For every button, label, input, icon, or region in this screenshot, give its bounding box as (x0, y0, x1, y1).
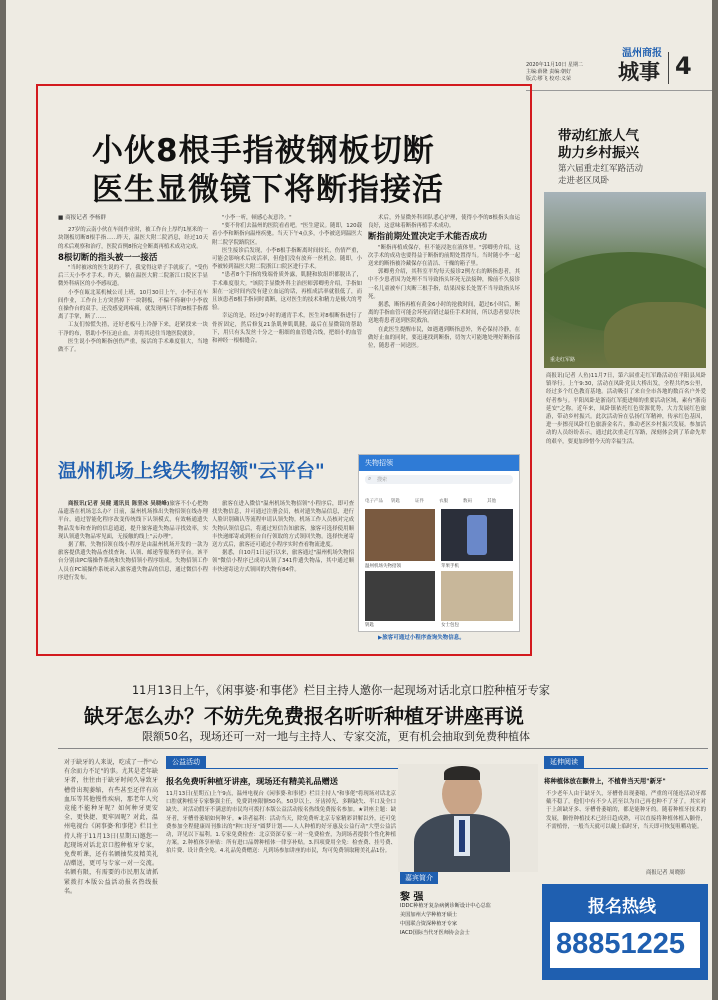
main-story-para: "要不你们去温州的医院看看吧。"医生建议。随即，120载着小李和断指向温州疾驰。当天下午4点多，小李被送到温医大附二院学院路院区。 (212, 223, 362, 246)
main-story-title-1: 小伙8根手指被钢板切断 (92, 133, 435, 169)
right-label-bar (544, 756, 708, 769)
main-story-para: 术后，外显微外科团队悉心护理，使得小李的8根指头血运良好，这意味着断指再植手术成功。 (368, 215, 520, 230)
app-category-item: 电子产品 (365, 499, 383, 504)
second-story-caption: 旅客可通过小程序查询失物信息。 (382, 635, 465, 641)
header-editor-line: 主编:薛隆 责编:朝好 (526, 69, 571, 75)
item-card-label: 女士包包 (441, 623, 459, 628)
event-subline: 限额50名，现场还可一对一地与主持人、专家交流，更有机会抽取到免费种植体 (142, 730, 530, 743)
event-headline: 缺牙怎么办？不妨先免费报名听听种植牙讲座再说 (84, 704, 524, 728)
right-subtitle-1: 第六届重走红军路活动 (558, 164, 644, 174)
main-story-para: 在此医生提醒市民，如遇遇到断指意外，务必保持冷静，在做好止血的同时，要迅速找到断指，切勿大可能地处理好断指部位，随患者一同送医。 (368, 326, 520, 350)
right-photo-caption: 重走红军路 (550, 357, 576, 363)
main-story-subhead-2: 断指前期处置决定手术能否成功 (368, 232, 488, 243)
right-bottom-headline: 将种植体放在颧骨上，不植骨当天用"新牙" (544, 777, 666, 785)
second-story-para: 据悉，自10月1日运行以来，旅客通过"温州机场失物招领"微信小程序已成功认领了341件遗失物品，其中通过顺丰快递寄送方式领回的失物有84件。 (212, 550, 354, 573)
search-icon: ⌕ (368, 475, 372, 482)
mid-body: 11月13日(星期五)上午9点，温州电视台《闲事婆·和事佬》栏目主持人"和事佬"将现场对话北京口腔就种植牙专家黎强主任，免费讲座限额50名。50岁以上、牙齿掉光、多颗缺失、半口及全口缺失、对活动假牙不满意的市民均可拨打本版公益活动报名热线免费报名参加。★讲座主题：缺牙者，牙槽骨萎缩如何种牙。★读者福利：活动当天，除免费听北京专家精彩讲解以外，还可免费参加全程健康周刊推出的"种口好牙"圆梦计划——人人种植的好牙惠及公益行动"大型公益活动，详见以下福利。1.专家免费检查：北京资深专家一对一免费检查，为到场者提供个性化种植方案。2.种植体享补贴：所有进口品牌种植体一律享补贴。3.四项费用全免：检查费、挂号费、拍片费、设计费全免。4.礼品免费赠送：凡到场参加讲座的市民，均可免费领取精美礼品1份。 (166, 791, 396, 855)
highlight-box (36, 84, 532, 656)
hotline-label: 报名热线 (588, 897, 656, 917)
expert-title: IDDC种植牙复杂病例诊断设计中心总监 (400, 903, 491, 909)
section-name: 城事 (618, 60, 660, 84)
main-story-para: "小李一听，顿感心灰意冷。" (222, 215, 292, 221)
newspaper-page (6, 0, 712, 1000)
page-header (506, 50, 712, 90)
main-story-para: "断指再植成保存，但不能浸泡在液体里。"郭卿勇介绍，这次手术的成功也要得益于断指的前期处置得当。当时随小李一起送来的断指被冷藏保存在清洁、干燥的箱子里。 (368, 244, 520, 268)
photo-caption: ▶旅客可通过小程序查询失物信息。 (378, 635, 465, 641)
expert-title: IACD国际当代牙医师协会会士 (400, 930, 470, 936)
right-headline-1: 带动红旅人气 (558, 128, 639, 144)
main-story-para: 医生说小李的断指创伤严重，接活的手术难度很大，当地做不了。 (58, 338, 208, 354)
expert-name: 黎 强 (400, 892, 424, 903)
bottom-left-text: 对于缺牙的人来说，吃成了一件"心有余而力不足"的事。尤其是老年缺牙者，往往由于缺牙时间久导致牙槽骨出现萎缩，有些甚至还伴有高血压等其他慢性疾病，那老年人究竟能不能种牙呢？如何种牙更安全、更快捷、更牢固呢？对此，温州电视台《闲事婆·和事佬》栏目主持人将于11月13日(星期五)邀您一起现场对话北京口腔种植牙专家，免费听课，还有名额抽奖及精美礼品赠送，更可与专家一对一交流。名额有限，有需要的市民朋友请抓紧拨打本版公益活动报名热线报名。 (64, 759, 158, 895)
paper-name: 温州商报 (622, 48, 662, 59)
app-category-item: 钥匙 (391, 499, 400, 504)
section-divider (668, 52, 669, 84)
app-category-item: 其他 (487, 499, 496, 504)
page-number: 4 (675, 52, 692, 80)
hotline-box[interactable] (542, 884, 708, 980)
second-story-para: 旅客在进入微信"温州机场失物招领"小程序后，即可查找失物信息，并可通过注册会员，核对遗失物品信息，进行人脸识别确认等流程申请认领失物。机场工作人员核对完成失物认领信息后，将通过短信告知旅客，旅客可选择使用顺丰快递邮寄或到柜台自行领取的方式领回失物。选择快递寄送方式后，旅客还可通过小程序实时查看物流进度。 (212, 501, 354, 549)
mid-headline: 报名免费听种植牙讲座，现场还有精美礼品赠送 (166, 776, 338, 786)
main-story-para: "患者8个手指的残端骨质外露，肌腱和软组织都脱出了，手术难度很大。"该院手显微外科主治医师郭卿勇介绍，手指如果在一定时间内没有建立血运的话，再植成活率就很低了，而且该患者8根手指同时离断，这对医生的技术和精力是极大的考验。 (212, 272, 362, 312)
app-category-item: 衣服 (439, 499, 448, 504)
event-rule (58, 748, 708, 749)
item-card-label: 苹果手机 (441, 564, 459, 569)
right-label: 延伸阅读 (544, 756, 584, 768)
right-column-photo (544, 192, 706, 368)
expert-label: 嘉宾简介 (400, 872, 438, 884)
main-story-para: 工友们惊慌失措，还好老板马上冷静下来，赶紧找来一块干净的布，帮助小李压迫止血，并将其送往当地医院就诊。 (58, 322, 208, 337)
right-column-body: 商报讯(记者 人鱼)11月7日，第六届重走红军路活动在平阳县凤卧镇举行。上午9:30，活动在凤卧党员大桥出发，全程共约5公里，经过多个红色教育基地。活动吸引了来自全市各地的数百名户外爱好者参与。平阳凤卧是浙南红军挺进师的重要活动区域，素有"浙南延安"之称。近年来，凤卧镇依托红色资源优势，大力发展红色旅游，带动乡村振兴。此次活动旨在弘扬红军精神，传承红色基因，进一步擦亮凤卧红色旅游金名片，推动老区乡村振兴发展。参加活动的人员纷纷表示，通过此次重走红军路，深刻体会到了革命先辈的艰辛，要更加珍惜今天的幸福生活。 (546, 373, 706, 445)
second-story-para: 据了解，失物招领在线小程序是由温州机场开发的一款为旅客提供遗失物品查找查询、认领、邮递等服务的平台。该平台分别由PC端操作系统和失物招领小程序组成。失物招领工作人员在PC端操作系统录入旅客遗失物品的信息，通过微信小程序进行发布。 (58, 542, 208, 581)
right-bottom-credit: 商报记者 周晓影 (646, 870, 686, 876)
main-story-para: 27岁的云南小伙在车间作业时，被工作台上厚约1厘米的一块钢板切断8根手指……昨天，温医大附二院消息，经过10天的术后观察和治疗，医院首例8指完全断离再植术成功完成。 (58, 227, 208, 250)
main-story-para: 郭卿勇介绍，其科室平均每天接诊2例左右的断指患者，其中不少患者因为处理不当导致指头坏死无法接种，像前不久接诊一名儿童被车门夹断三根手指，结果因家长处置不当导致指头坏死。 (368, 269, 520, 300)
app-search-hint: 搜索 (377, 477, 388, 483)
expert-photo (398, 764, 538, 872)
item-card-label: 钥匙 (365, 623, 374, 628)
second-story-para: 旅客不小心把物品遗落在机场怎么办？日前，温州机场推出失物招领在线办理平台，通过智能化程序改变传统线下认领模式，有效畅通遗失物品发布和查询的信息通道，提升旅客遗失物品寻找效率，实现认领遗失物品零见面，无接触的线上"云办理"。 (58, 501, 208, 540)
second-story-title: 温州机场上线失物招领"云平台" (58, 460, 325, 482)
header-rule (526, 90, 712, 91)
right-bottom-body: 不少老年人由于缺牙久，牙槽骨出现萎缩，严重的可能连活动牙都戴不稳了，他们中有不少人甚至以为自己再也种不了牙了。其实对于上颌缺牙多、牙槽骨萎缩的，都是能种牙的。随着种植牙技术的发展，颧骨种植技术已经日趋成熟，可以直接将种植体植入颧骨，不需植骨，一般当天就可以戴上临时牙，当天即可恢复咀嚼功能。 (546, 791, 706, 830)
hotline-number: 88851225 (556, 928, 686, 960)
main-story-byline: 商报记者 李杨群 (65, 215, 107, 221)
right-subtitle-2: 走进老区凤卧 (558, 176, 610, 186)
hotline-number-panel (550, 922, 700, 968)
app-category-item: 证件 (415, 499, 424, 504)
main-story-para: 小李在瓯北某机械公司上班，10月30日上午，小李正在车间作业，工作台上方突然掉下一块钢板，不偏不倚砸中小李放在操作台的双手。还没感觉到疼痛，就发现两只手的8根手指都离了手掌，断了…… (58, 289, 208, 321)
mid-label: 公益活动 (166, 756, 206, 768)
item-card-label: 温州机场失物招领 (365, 564, 401, 569)
second-story-byline: 商报讯(记者 吴健 通讯员 陈坚冰 吴晓峰) (68, 501, 170, 507)
main-story-title-2: 医生显微镜下将断指接活 (92, 172, 444, 208)
expert-title: 美国加州大学种植牙硕士 (400, 912, 458, 918)
right-headline-2: 助力乡村振兴 (558, 145, 639, 161)
app-title: 失物招领 (365, 459, 393, 467)
header-designer-line: 版式:缪飞 校对:义荣 (526, 76, 571, 82)
main-story-para: 医生接诊后发现，小李8根手指断离时间较长，伤情严重，可能会影响术后成活率，但他们没有放弃一丝机会。随即，小李被转到温医大附二院浙江口院区进行手术。 (212, 247, 362, 271)
main-story-para: 据悉，断指再植有黄金6小时的抢救时间，超过6小时后，断离的手指血管可能会坏死而错过最佳手术时间，所以患者要尽快送地将患者送到医院救治。 (368, 302, 520, 325)
main-story-para: 幸运的是，经过9小时的通宵手术，医生对8根断指进行了骨折固定，然后修复21条肌伸肌肌腱，最后在显微镜的帮助下，用只有头发丝十分之一粗细的血管缝合线，把细小的血管和神经一根根缝合。 (212, 313, 362, 345)
expert-title: 中国联合资深种植牙专家 (400, 921, 458, 927)
header-date-line: 2020年11月10日 星期二 (526, 62, 584, 68)
app-category-item: 数码 (463, 499, 472, 504)
main-story-subhead-1: 8根切断的指头被一一接活 (58, 252, 158, 263)
event-line-1: 11月13日上午，《闲事婆·和事佬》栏目主持人邀你一起现场对话北京口腔种植牙专家 (132, 684, 550, 697)
main-story-para: "当时被冰的医生说的不了，我觉得这辈子手就废了。"受伤后三天小李才手术。昨天，躺在温医大附二院浙江口院区手显微外科病区的小李感叹道。 (58, 265, 208, 288)
